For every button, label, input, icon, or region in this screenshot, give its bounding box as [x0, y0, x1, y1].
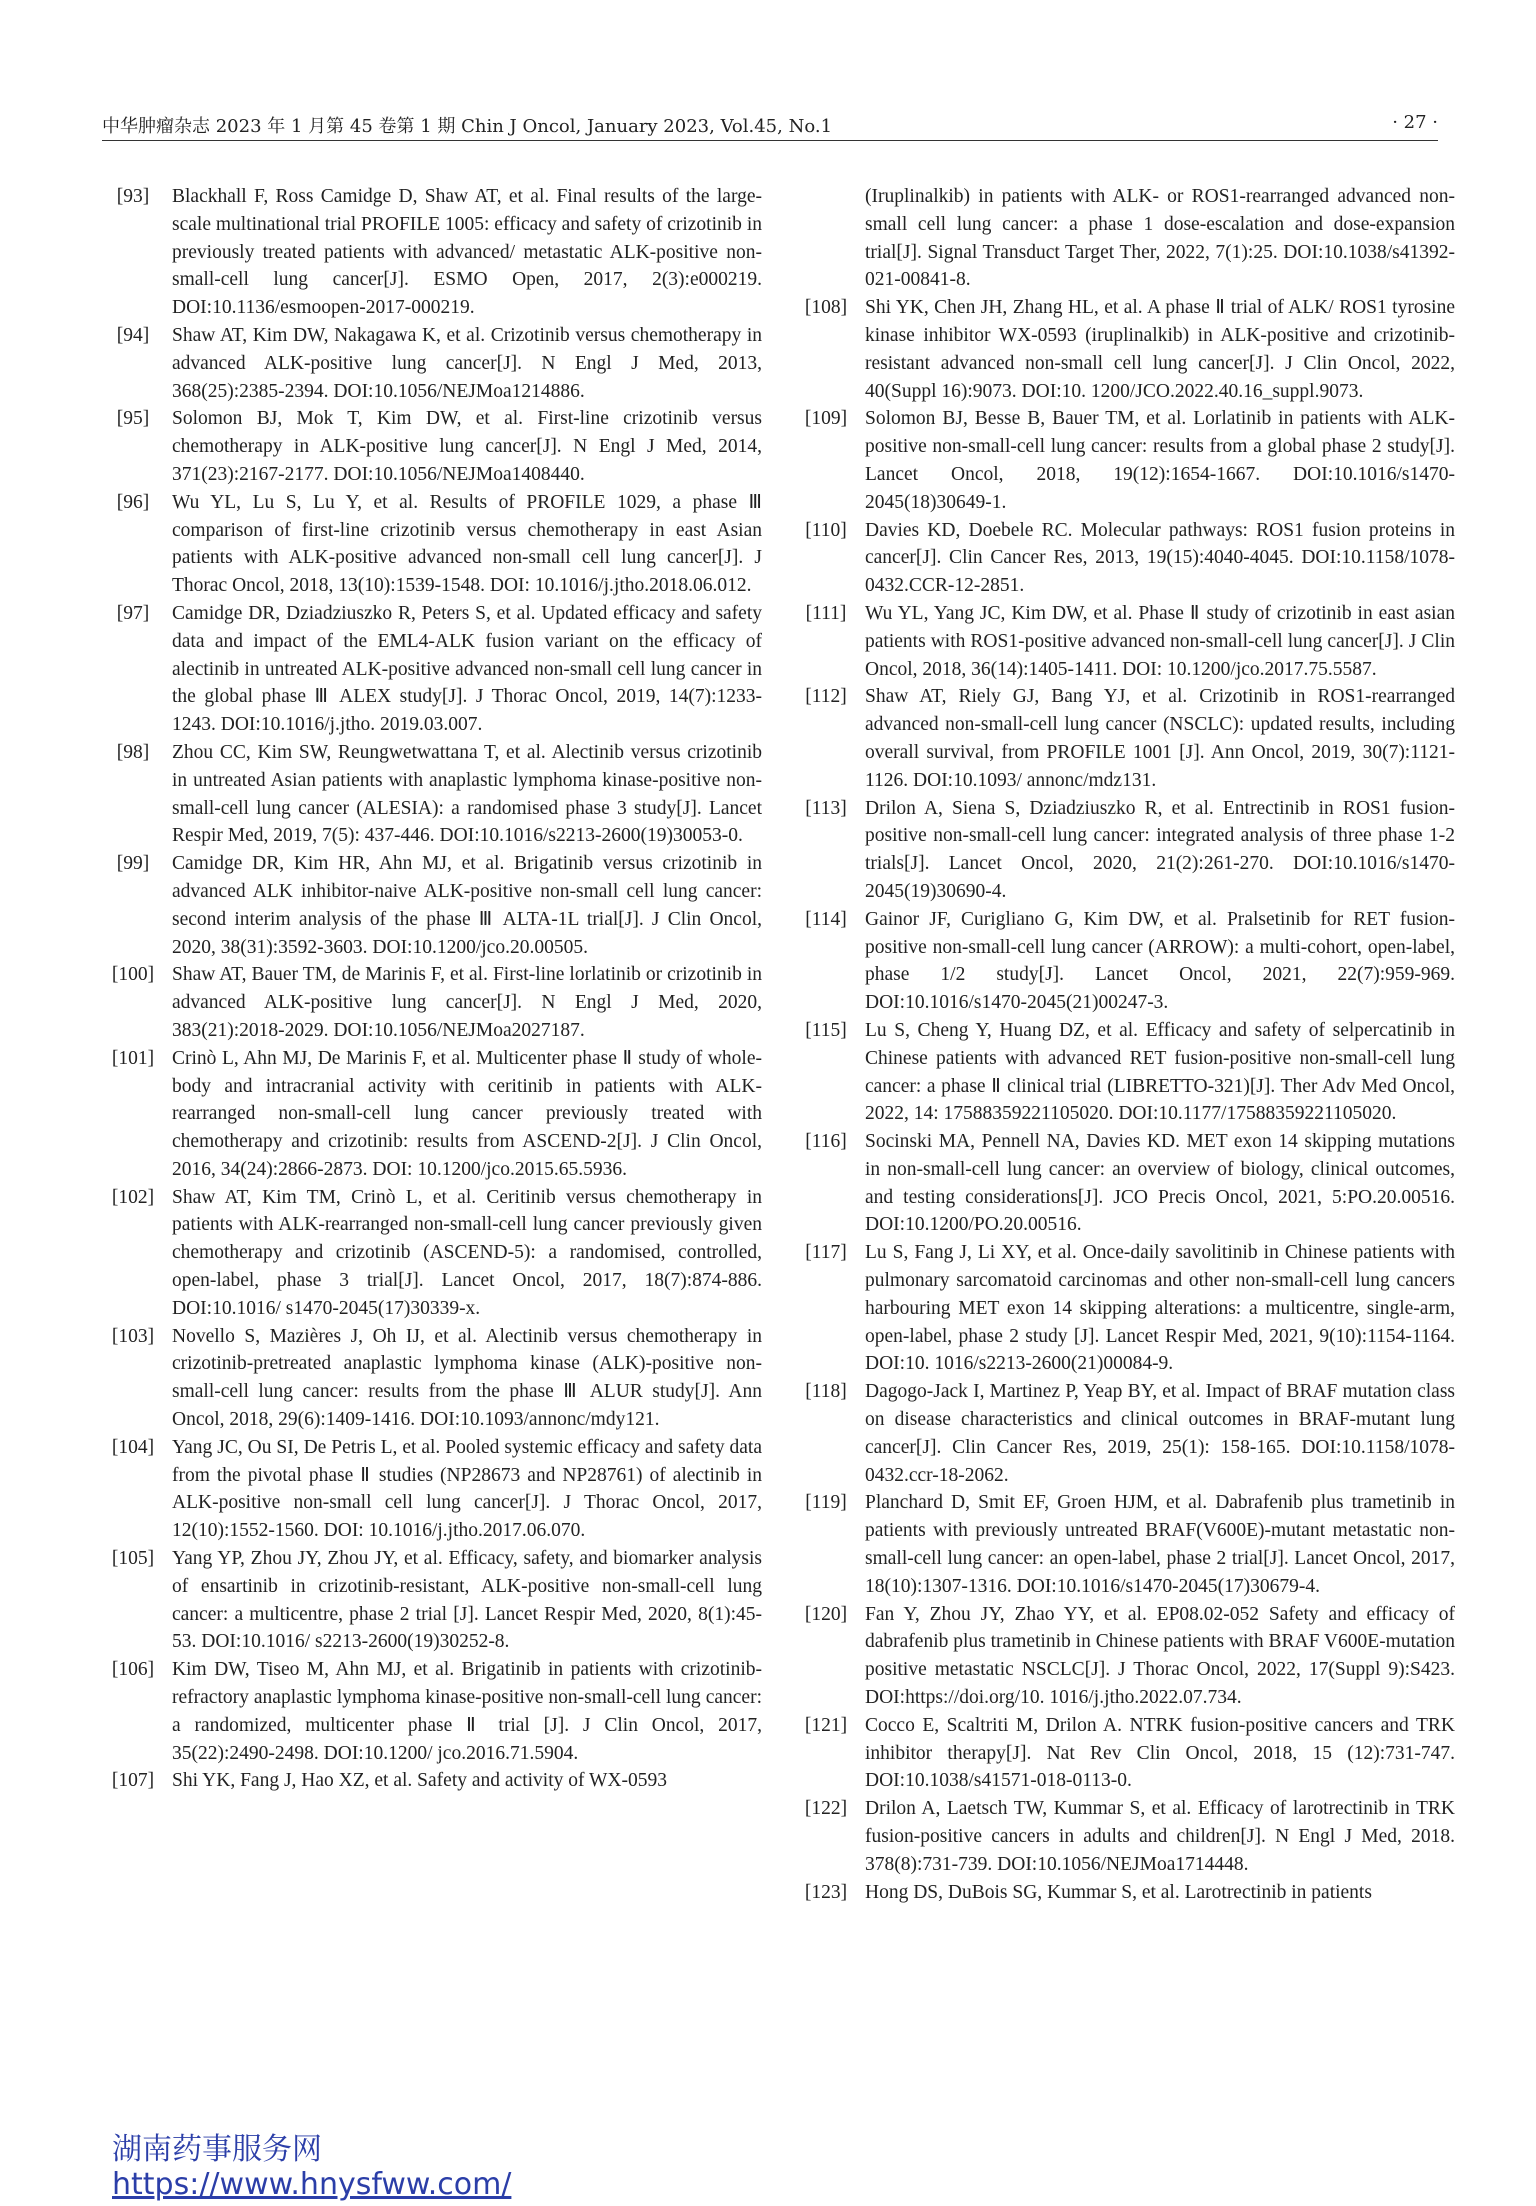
reference-item: [102, 1323, 762, 1434]
reference-item: [102, 850, 762, 961]
reference-number: [93]: [116, 186, 150, 207]
reference-text: Crinò L, Ahn MJ, De Marinis F, et al. Multicenter phase Ⅱ study of whole-body and intracranial activity with ceritinib in patients with ALK-rearranged non-small-cell lung cancer previously treated with chemotherapy and crizotinib: results from ASCEND-2[J]. J Clin Oncol, 2016, 34(24):2866-2873. DOI: 10.1200/jco.2015.65.5936.: [172, 1047, 762, 1180]
reference-number: [118]: [805, 1381, 847, 1403]
reference-number: [97]: [116, 602, 150, 624]
reference-item: [795, 600, 1455, 683]
reference-number: [109]: [804, 408, 848, 430]
reference-text: Fan Y, Zhou JY, Zhao YY, et al. EP08.02-052 Safety and efficacy of dabrafenib plus trametinib in Chinese patients with BRAF V600E-mutation positive metastatic NSCLC[J]. J Thorac Oncol, 2022, 17(Suppl 9):S423. DOI:https://doi.org/10. 1016/j.jtho.2022.07.734.: [865, 1603, 1455, 1709]
reference-item: [102, 739, 762, 850]
reference-text: Solomon BJ, Mok T, Kim DW, et al. First-line crizotinib versus chemotherapy in ALK-positive lung cancer[J]. N Engl J Med, 2014, 371(23):2167-2177. DOI:10.1056/NEJMoa1408440.: [172, 408, 762, 485]
reference-item: [795, 1128, 1455, 1239]
page-number: · 27 ·: [1392, 112, 1438, 133]
running-header: [102, 112, 1438, 141]
reference-item: [795, 1712, 1455, 1795]
reference-text: Yang JC, Ou SI, De Petris L, et al. Pooled systemic efficacy and safety data from the pivotal phase Ⅱ studies (NP28673 and NP28761) of alectinib in ALK-positive non-small cell lung cancer[J]. J Thorac Oncol, 2017, 12(10):1552-1560. DOI: 10.1016/j.jtho.2017.06.070.: [172, 1436, 762, 1542]
reference-number: [115]: [805, 1019, 847, 1041]
reference-item: [795, 517, 1455, 600]
reference-text: Socinski MA, Pennell NA, Davies KD. MET exon 14 skipping mutations in non-small-cell lung cancer: an overview of biology, clinical outcomes, and testing considerations[J]. JCO Precis Oncol, 2021, 5:PO.20.00516. DOI:10.1200/PO.20.00516.: [865, 1131, 1455, 1236]
reference-number: [123]: [804, 1881, 848, 1903]
reference-text: Shi YK, Fang J, Hao XZ, et al. Safety and activity of WX-0593: [172, 1770, 667, 1792]
reference-text: Novello S, Mazières J, Oh IJ, et al. Alectinib versus chemotherapy in crizotinib-pretreated anaplastic lymphoma kinase (ALK)-positive non-small-cell lung cancer: results from the phase Ⅲ ALUR study[J]. Ann Oncol, 2018, 29(6):1409-1416. DOI:10.1093/annonc/mdy121.: [172, 1325, 762, 1431]
reference-text: Lu S, Cheng Y, Huang DZ, et al. Efficacy and safety of selpercatinib in Chinese patients with advanced RET fusion-positive non-small-cell lung cancer: a phase Ⅱ clinical trial (LIBRETTO-321)[J]. Ther Adv Med Oncol, 2022, 14: 17588359221105020. DOI:10.1177/17588359221105020.: [865, 1019, 1455, 1125]
reference-number: [105]: [111, 1548, 155, 1570]
reference-text: Shaw AT, Riely GJ, Bang YJ, et al. Crizotinib in ROS1-rearranged advanced non-small-cell lung cancer (NSCLC): updated results, including overall survival, from PROFILE 1001 [J]. Ann Oncol, 2019, 30(7):1121-1126. DOI:10.1093/ annonc/mdz131.: [865, 686, 1455, 791]
reference-text: Shi YK, Chen JH, Zhang HL, et al. A phase Ⅱ trial of ALK/ ROS1 tyrosine kinase inhibitor WX-0593 (iruplinalkib) in ALK-positive and crizotinib-resistant advanced non-small cell lung cancer[J]. J Clin Oncol, 2022, 40(Suppl 16):9073. DOI:10. 1200/JCO.2022.40.16_suppl.9073.: [865, 297, 1455, 402]
reference-number: [117]: [805, 1242, 847, 1264]
reference-number: [108]: [804, 297, 848, 319]
reference-number: [102]: [111, 1186, 155, 1208]
site-watermark: [112, 2132, 511, 2202]
reference-item: [102, 961, 762, 1044]
reference-text: Zhou CC, Kim SW, Reungwetwattana T, et al. Alectinib versus crizotinib in untreated Asian patients with anaplastic lymphoma kinase-positive non-small-cell lung cancer (ALESIA): a randomised phase 3 study[J]. Lancet Respir Med, 2019, 7(5): 437-446. DOI:10.1016/s2213-2600(19)30053-0.: [172, 741, 762, 847]
reference-text: Shaw AT, Bauer TM, de Marinis F, et al. First-line lorlatinib or crizotinib in advanced ALK-positive lung cancer[J]. N Engl J Med, 2020, 383(21):2018-2029. DOI:10.1056/NEJMoa2027187.: [172, 964, 762, 1041]
reference-text: Kim DW, Tiseo M, Ahn MJ, et al. Brigatinib in patients with crizotinib-refractory anaplastic lymphoma kinase-positive non-small-cell lung cancer: a randomized, multicenter phase Ⅱ trial [J]. J Clin Oncol, 2017, 35(22):2490-2498. DOI:10.1200/ jco.2016.71.5904.: [172, 1659, 762, 1764]
reference-text: Davies KD, Doebele RC. Molecular pathways: ROS1 fusion proteins in cancer[J]. Clin Cancer Res, 2013, 19(15):4040-4045. DOI:10.1158/1078-0432.CCR-12-2851.: [865, 519, 1455, 597]
reference-text: Shaw AT, Kim DW, Nakagawa K, et al. Crizotinib versus chemotherapy in advanced ALK-positive lung cancer[J]. N Engl J Med, 2013, 368(25):2385-2394. DOI:10.1056/NEJMoa1214886.: [172, 324, 762, 402]
reference-number: [119]: [805, 1492, 847, 1514]
reference-item: [795, 294, 1455, 405]
reference-text: Dagogo-Jack I, Martinez P, Yeap BY, et al. Impact of BRAF mutation class on disease characteristics and clinical outcomes in BRAF-mutant lung cancer[J]. Clin Cancer Res, 2019, 25(1): 158-165. DOI:10.1158/1078-0432.ccr-18-2062.: [865, 1381, 1455, 1486]
reference-item: [102, 600, 762, 739]
reference-item: [795, 1239, 1455, 1378]
reference-item: [102, 1656, 762, 1767]
reference-item: [102, 322, 762, 405]
reference-item: [795, 1879, 1455, 1907]
reference-item: [102, 1184, 762, 1323]
reference-column-left: [102, 183, 762, 1795]
reference-number: [96]: [116, 491, 150, 513]
reference-text: Shaw AT, Kim TM, Crinò L, et al. Ceritinib versus chemotherapy in patients with ALK-rearranged non-small-cell lung cancer previously given chemotherapy and crizotinib (ASCEND-5): a randomised, controlled, open-label, phase 3 trial[J]. Lancet Oncol, 2017, 18(7):874-886. DOI:10.1016/ s1470-2045(17)30339-x.: [172, 1186, 762, 1319]
reference-number: [94]: [116, 324, 150, 346]
reference-number: [99]: [116, 853, 150, 875]
reference-item: [795, 405, 1455, 516]
reference-number: [98]: [116, 741, 150, 763]
reference-item: [795, 1795, 1455, 1878]
reference-item: [102, 1767, 762, 1795]
reference-text: Cocco E, Scaltriti M, Drilon A. NTRK fusion-positive cancers and TRK inhibitor therapy[J]. Nat Rev Clin Oncol, 2018, 15 (12):731-747. DOI:10.1038/s41571-018-0113-0.: [865, 1714, 1455, 1792]
reference-text: Blackhall F, Ross Camidge D, Shaw AT, et al. Final results of the large-scale multinational trial PROFILE 1005: efficacy and safety of crizotinib in previously treated patients with advanced/ metastatic ALK-positive non-small-cell lung cancer[J]. ESMO Open, 2017, 2(3):e000219. DOI:10.1136/esmoopen-2017-000219.: [172, 186, 762, 319]
reference-item: [102, 1045, 762, 1184]
reference-number: [121]: [804, 1714, 848, 1736]
reference-number: [95]: [116, 408, 150, 430]
reference-item: [795, 906, 1455, 1017]
reference-item: [102, 1434, 762, 1545]
reference-text: Planchard D, Smit EF, Groen HJM, et al. Dabrafenib plus trametinib in patients with previously untreated BRAF(V600E)-mutant metastatic non-small-cell lung cancer: an open-label, phase 2 trial[J]. Lancet Oncol, 2017, 18(10):1307-1316. DOI:10.1016/s1470-2045(17)30679-4.: [865, 1492, 1455, 1597]
reference-item: [795, 1601, 1455, 1712]
reference-number: [107]: [111, 1770, 155, 1792]
reference-text: Yang YP, Zhou JY, Zhou JY, et al. Efficacy, safety, and biomarker analysis of ensartinib in crizotinib-resistant, ALK-positive non-small-cell lung cancer: a multicentre, phase 2 trial [J]. Lancet Respir Med, 2020, 8(1):45-53. DOI:10.1016/ s2213-2600(19)30252-8.: [172, 1548, 762, 1653]
reference-item: [795, 1489, 1455, 1600]
reference-text: Wu YL, Yang JC, Kim DW, et al. Phase Ⅱ study of crizotinib in east asian patients with ROS1-positive advanced non-small-cell lung cancer[J]. J Clin Oncol, 2018, 36(14):1405-1411. DOI: 10.1200/jco.2017.75.5587.: [865, 602, 1455, 680]
reference-number: [114]: [805, 908, 847, 930]
reference-number: [111]: [805, 602, 847, 624]
reference-number: [104]: [111, 1436, 155, 1458]
reference-item: [795, 1378, 1455, 1489]
reference-item: [102, 405, 762, 488]
reference-number: [120]: [804, 1603, 848, 1625]
reference-text: Wu YL, Lu S, Lu Y, et al. Results of PROFILE 1029, a phase Ⅲ comparison of first-line crizotinib versus chemotherapy in east Asian patients with ALK-positive advanced non-small cell lung cancer[J]. J Thorac Oncol, 2018, 13(10):1539-1548. DOI: 10.1016/j.jtho.2018.06.012.: [172, 491, 762, 597]
reference-text: Camidge DR, Dziadziuszko R, Peters S, et al. Updated efficacy and safety data and impact of the EML4-ALK fusion variant on the efficacy of alectinib in untreated ALK-positive advanced non-small cell lung cancer in the global phase Ⅲ ALEX study[J]. J Thorac Oncol, 2019, 14(7):1233-1243. DOI:10.1016/j.jtho. 2019.03.007.: [172, 602, 762, 736]
reference-number: [122]: [804, 1798, 848, 1820]
reference-number: [112]: [805, 686, 847, 708]
reference-text: Camidge DR, Kim HR, Ahn MJ, et al. Brigatinib versus crizotinib in advanced ALK inhibitor-naive ALK-positive non-small cell lung cancer: second interim analysis of the phase Ⅲ ALTA-1L trial[J]. J Clin Oncol, 2020, 38(31):3592-3603. DOI:10.1200/jco.20.00505.: [172, 853, 762, 958]
reference-item: [102, 489, 762, 600]
reference-text: Hong DS, DuBois SG, Kummar S, et al. Larotrectinib in patients: [865, 1881, 1372, 1903]
reference-text: Gainor JF, Curigliano G, Kim DW, et al. Pralsetinib for RET fusion-positive non-small-cell lung cancer (ARROW): a multi-cohort, open-label, phase 1/2 study[J]. Lancet Oncol, 2021, 22(7):959-969. DOI:10.1016/s1470-2045(21)00247-3.: [865, 908, 1455, 1014]
reference-item: [102, 183, 762, 322]
reference-number: [113]: [805, 797, 847, 819]
reference-text: Drilon A, Laetsch TW, Kummar S, et al. Efficacy of larotrectinib in TRK fusion-positive cancers in adults and children[J]. N Engl J Med, 2018. 378(8):731-739. DOI:10.1056/NEJMoa1714448.: [865, 1798, 1455, 1875]
reference-item: [795, 683, 1455, 794]
reference-number: [101]: [111, 1047, 155, 1069]
reference-column-right: [795, 183, 1455, 1906]
reference-item: [795, 795, 1455, 906]
reference-text: Lu S, Fang J, Li XY, et al. Once-daily savolitinib in Chinese patients with pulmonary sarcomatoid carcinomas and other non-small-cell lung cancers harbouring MET exon 14 skipping alterations: a multicentre, single-arm, open-label, phase 2 study [J]. Lancet Respir Med, 2021, 9(10):1154-1164. DOI:10. 1016/s2213-2600(21)00084-9.: [865, 1242, 1455, 1375]
reference-number: [103]: [111, 1325, 155, 1347]
reference-item: [102, 1545, 762, 1656]
reference-item: [795, 1017, 1455, 1128]
reference-number: [106]: [111, 1659, 155, 1681]
reference-number: [110]: [805, 519, 847, 541]
watermark-site-name: 湖南药事服务网: [112, 2132, 322, 2167]
reference-number: [116]: [805, 1131, 847, 1153]
reference-text: Solomon BJ, Besse B, Bauer TM, et al. Lorlatinib in patients with ALK-positive non-small-cell lung cancer: results from a global phase 2 study[J]. Lancet Oncol, 2018, 19(12):1654-1667. DOI:10.1016/s1470-2045(18)30649-1.: [865, 408, 1455, 513]
reference-text: Drilon A, Siena S, Dziadziuszko R, et al. Entrectinib in ROS1 fusion-positive non-small-cell lung cancer: integrated analysis of three phase 1-2 trials[J]. Lancet Oncol, 2020, 21(2):261-270. DOI:10.1016/s1470-2045(19)30690-4.: [865, 797, 1455, 902]
reference-number: [100]: [111, 964, 155, 986]
watermark-url-link[interactable]: https://www.hnysfww.com/: [112, 2167, 512, 2202]
journal-citation-line: 中华肿瘤杂志 2023 年 1 月第 45 卷第 1 期 Chin J Oncol, January 2023, Vol.45, No.1: [102, 116, 833, 137]
reference-continuation: (Iruplinalkib) in patients with ALK- or ROS1-rearranged advanced non-small cell lung cancer: a phase 1 dose-escalation and dose-expansion trial[J]. Signal Transduct Target Ther, 2022, 7(1):25. DOI:10.1038/s41392-021-00841-8.: [865, 186, 1455, 291]
